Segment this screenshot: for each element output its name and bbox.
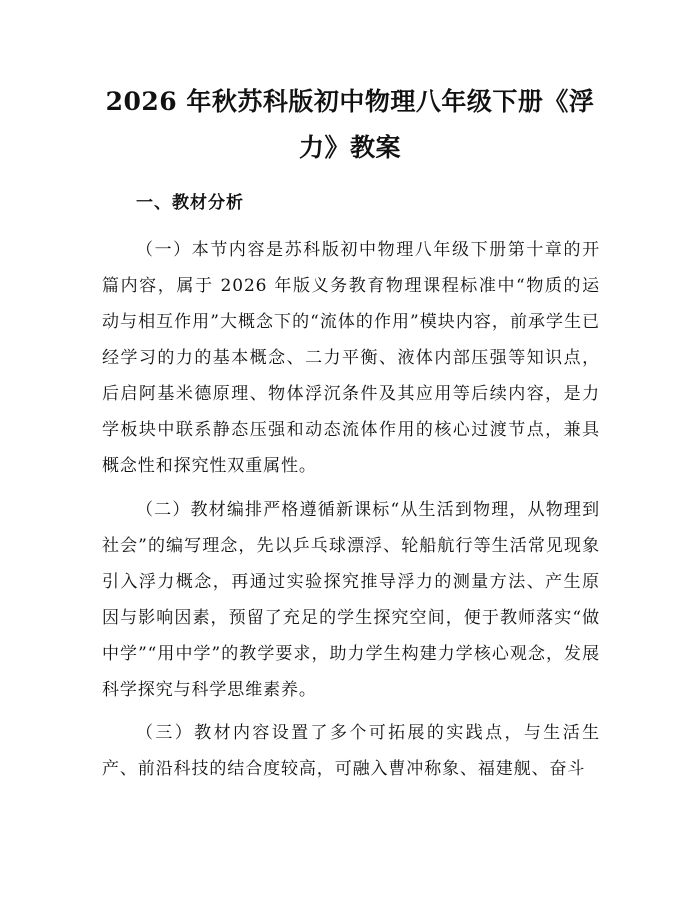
document-title-line-1: 2026 年秋苏科版初中物理八年级下册《浮: [105, 87, 595, 116]
paragraph-1: （一）本节内容是苏科版初中物理八年级下册第十章的开篇内容，属于 2026 年版义务教育物理课程标准中“物质的运动与相互作用”大概念下的“流体的作用”模块内容，前承学生已经学习的力的基本概念、二力平衡、液体内部压强等知识点，后启阿基米德原理、物体浮沉条件及其应用等后续内容，是力学板块中联系静态压强和动态流体作用的核心过渡节点，兼具概念性和探究性双重属性。: [102, 240, 600, 476]
section-heading-textbook-analysis: 一、教材分析: [136, 193, 244, 213]
paragraph-2: （二）教材编排严格遵循新课标“从生活到物理，从物理到社会”的编写理念，先以乒乓球漂浮、轮船航行等生活常见现象引入浮力概念，再通过实验探究推导浮力的测量方法、产生原因与影响因素，预留了充足的学生探究空间，便于教师落实“做中学”“用中学”的教学要求，助力学生构建力学核心观念，发展科学探究与科学思维素养。: [102, 500, 600, 700]
document-title-line-2: 力》教案: [298, 133, 401, 162]
paragraph-3: （三）教材内容设置了多个可拓展的实践点，与生活生产、前沿科技的结合度较高，可融入曹冲称象、福建舰、奋斗: [102, 723, 600, 779]
